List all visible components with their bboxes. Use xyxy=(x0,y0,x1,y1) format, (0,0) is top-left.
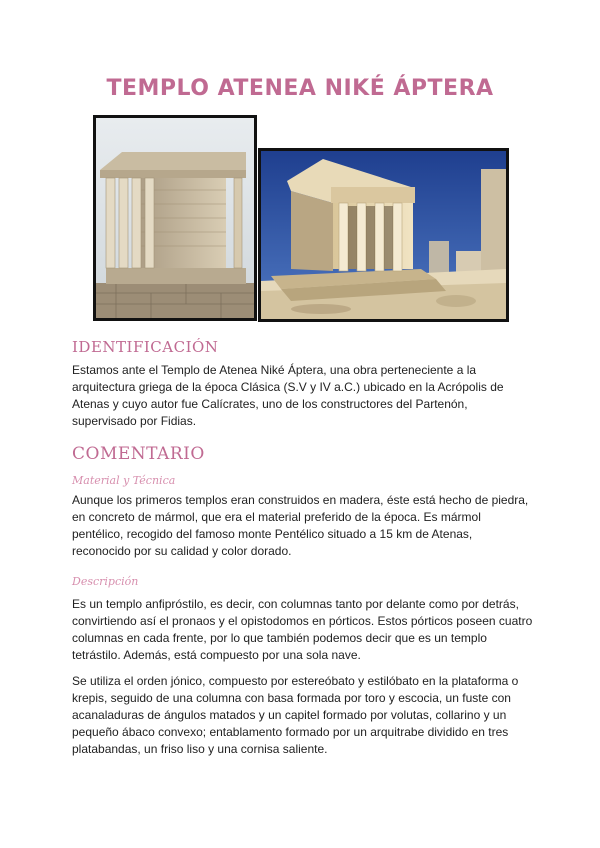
subheading-descripcion: Descripción xyxy=(72,575,139,588)
temple-side-photo xyxy=(258,148,509,322)
subheading-material-tecnica: Material y Técnica xyxy=(72,474,176,487)
section-heading-comentario: COMENTARIO xyxy=(72,444,205,464)
document-title: TEMPLO ATENEA NIKÉ ÁPTERA xyxy=(106,76,494,101)
identificacion-paragraph: Estamos ante el Templo de Atenea Niké Áptera, una obra perteneciente a la arquitectura griega de la época Clásica (S.V y IV a.C.) ubicado en la Acrópolis de Atenas y cuyo autor fue Calícrates, uno de los constructores del Partenón, supervisado por Fidias. xyxy=(72,363,504,428)
descripcion-paragraph-2: Se utiliza el orden jónico, compuesto por estereóbato y estilóbato en la plataforma o krepis, seguido de una columna con basa formada por toro y escocia, un fuste con acanaladuras de ángulos matados y un capitel formado por volutas, collarino y un pequeño ábaco convexo; entablamento formado por un arquitrabe dividido en tres platabandas, un friso liso y una cornisa saliente. xyxy=(72,674,519,756)
temple-side-illustration xyxy=(261,151,506,319)
temple-front-illustration xyxy=(96,118,254,318)
material-paragraph: Aunque los primeros templos eran construidos en madera, éste está hecho de piedra, en concreto de mármol, que era el material preferido de la época. Es mármol pentélico, recogido del famoso monte Pentélico situado a 15 km de Atenas, reconocido por su calidad y color dorado. xyxy=(72,493,529,558)
descripcion-paragraph-1: Es un templo anfipróstilo, es decir, con columnas tanto por delante como por detrás, convirtiendo así el pronaos y el opistodomos en pórticos. Estos pórticos poseen cuatro columnas en cada frente, por lo que también podemos decir que es un templo tetrástilo. Además, está compuesto por una sola nave. xyxy=(72,597,533,662)
section-heading-identificacion: IDENTIFICACIÓN xyxy=(72,338,219,356)
temple-front-photo xyxy=(93,115,257,321)
